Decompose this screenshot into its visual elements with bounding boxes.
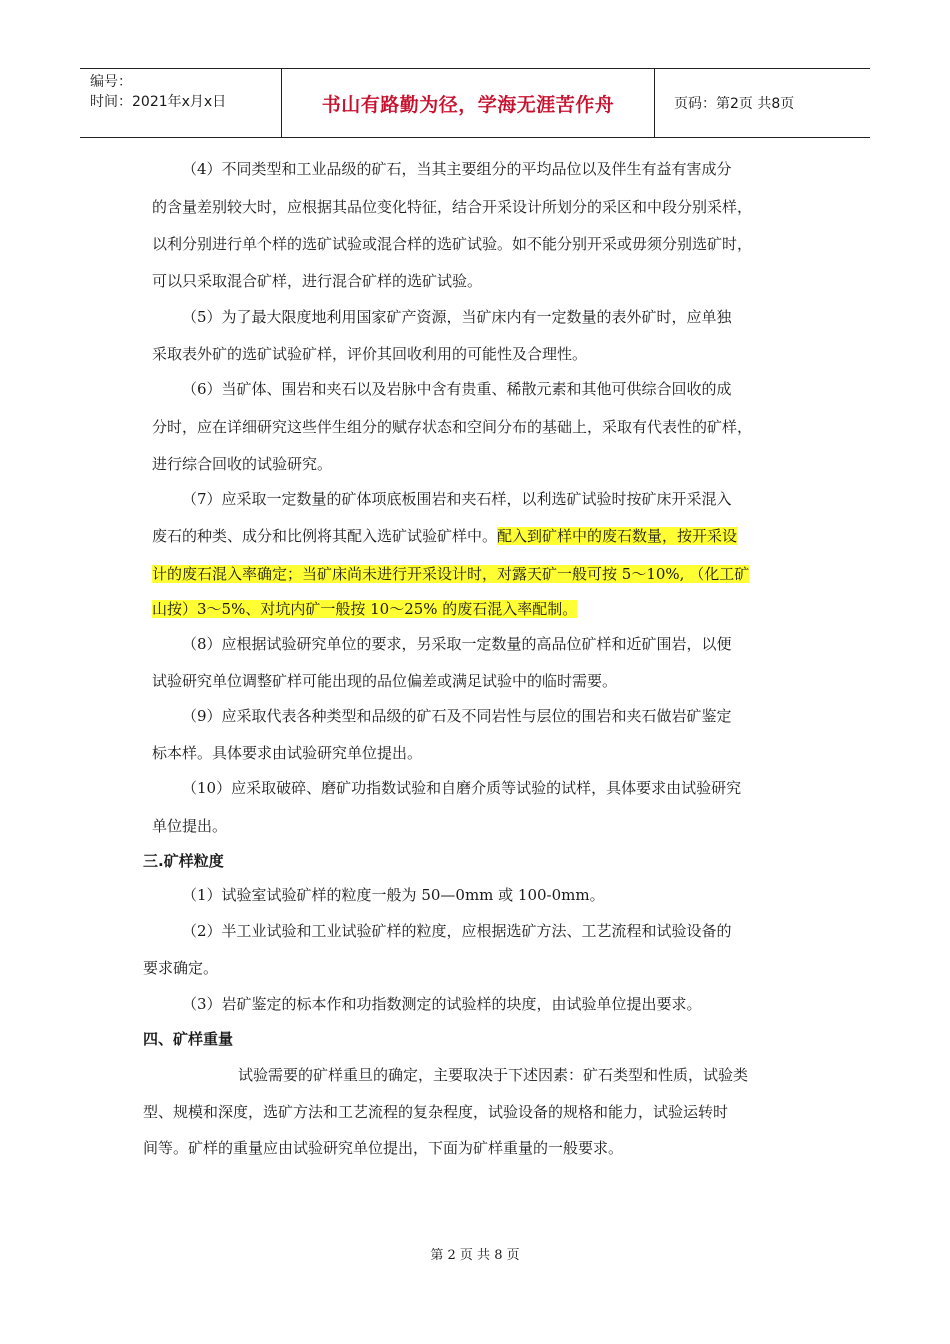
p4-line-1: （4）不同类型和工业品级的矿石，当其主要组分的平均品位以及伴生有益有害成分	[182, 160, 732, 178]
p10-line-2: 单位提出。	[152, 817, 228, 835]
p7-line-3	[152, 563, 749, 585]
p7-highlight-1: 配入到矿样中的废石数量，按开采设	[497, 527, 738, 545]
p4-line-3: 以利分别进行单个样的选矿试验或混合样的选矿试验。如不能分别开采或毋须分别选矿时，	[152, 235, 753, 253]
page-code-text: 页码：第2页 共8页	[674, 96, 795, 112]
header-meta	[80, 69, 280, 137]
p10-line-1: （10）应采取破碎、磨矿功指数试验和自磨介质等试验的试样，具体要求由试验研究	[182, 779, 742, 797]
section-4-title: 四、矿样重量	[143, 1030, 234, 1048]
number-label: 编号：	[90, 74, 132, 90]
header-motto: 书山有路勤为径，学海无涯苦作舟	[281, 69, 655, 137]
section-3-item-2-cont: 要求确定。	[143, 959, 219, 977]
section-3-title: 三.矿样粒度	[143, 852, 224, 870]
section-4-line-3: 间等。矿样的重量应由试验研究单位提出，下面为矿样重量的一般要求。	[143, 1139, 624, 1157]
p8-line-2: 试验研究单位调整矿样可能出现的品位偏差或满足试验中的临时需要。	[152, 672, 618, 690]
page-header	[80, 68, 870, 138]
p7-line-1: （7）应采取一定数量的矿体项底板围岩和夹石样，以利选矿试验时按矿床开采混入	[182, 490, 732, 508]
p9-line-2: 标本样。具体要求由试验研究单位提出。	[152, 744, 423, 762]
p6-line-3: 进行综合回收的试验研究。	[152, 455, 333, 473]
section-3-item-1: （1）试验室试验矿样的粒度一般为 50—0mm 或 100-0mm。	[182, 886, 605, 904]
page-footer: 第 2 页 共 8 页	[430, 1248, 520, 1263]
p7-highlight-3: 山按）3～5%、对坑内矿一般按 10～25% 的废石混入率配制。	[152, 600, 578, 618]
p7-highlight-2: 计的废石混入率确定；当矿床尚未进行开采设计时，对露天矿一般可按 5～10%, （化工矿	[152, 565, 750, 583]
p6-line-2: 分时，应在详细研究这些伴生组分的赋存状态和空间分布的基础上，采取有代表性的矿样，	[152, 418, 753, 436]
p7-line-4	[152, 598, 577, 620]
p5-line-2: 采取表外矿的选矿试验矿样，评价其回收利用的可能性及合理性。	[152, 345, 588, 363]
p8-line-1: （8）应根据试验研究单位的要求，另采取一定数量的高品位矿样和近矿围岩，以便	[182, 635, 732, 653]
section-3-item-3: （3）岩矿鉴定的标本作和功指数测定的试验样的块度，由试验单位提出要求。	[182, 995, 702, 1013]
p5-line-1: （5）为了最大限度地利用国家矿产资源，当矿床内有一定数量的表外矿时，应单独	[182, 308, 732, 326]
p4-line-2: 的含量差别较大时，应根据其品位变化特征，结合开采设计所划分的采区和中段分别采样，	[152, 198, 753, 216]
p7-line-2	[152, 525, 737, 547]
p6-line-1: （6）当矿体、围岩和夹石以及岩脉中含有贵重、稀散元素和其他可供综合回收的成	[182, 380, 732, 398]
section-3-item-2: （2）半工业试验和工业试验矿样的粒度，应根据选矿方法、工艺流程和试验设备的	[182, 922, 732, 940]
section-4-line-2: 型、规模和深度，选矿方法和工艺流程的复杂程度，试验设备的规格和能力，试验运转时	[143, 1103, 729, 1121]
p7-line-2-plain: 废石的种类、成分和比例将其配入选矿试验矿样中。	[152, 527, 498, 545]
section-4-line-1: 试验需要的矿样重旦的确定，主要取决于下述因素：矿石类型和性质，试验类	[238, 1066, 749, 1084]
p4-line-4: 可以只采取混合矿样，进行混合矿样的选矿试验。	[152, 272, 483, 290]
p9-line-1: （9）应采取代表各种类型和品级的矿石及不同岩性与层位的围岩和夹石做岩矿鉴定	[182, 707, 732, 725]
time-label: 时间：2021年x月x日	[90, 94, 227, 110]
header-page-code	[664, 69, 870, 137]
